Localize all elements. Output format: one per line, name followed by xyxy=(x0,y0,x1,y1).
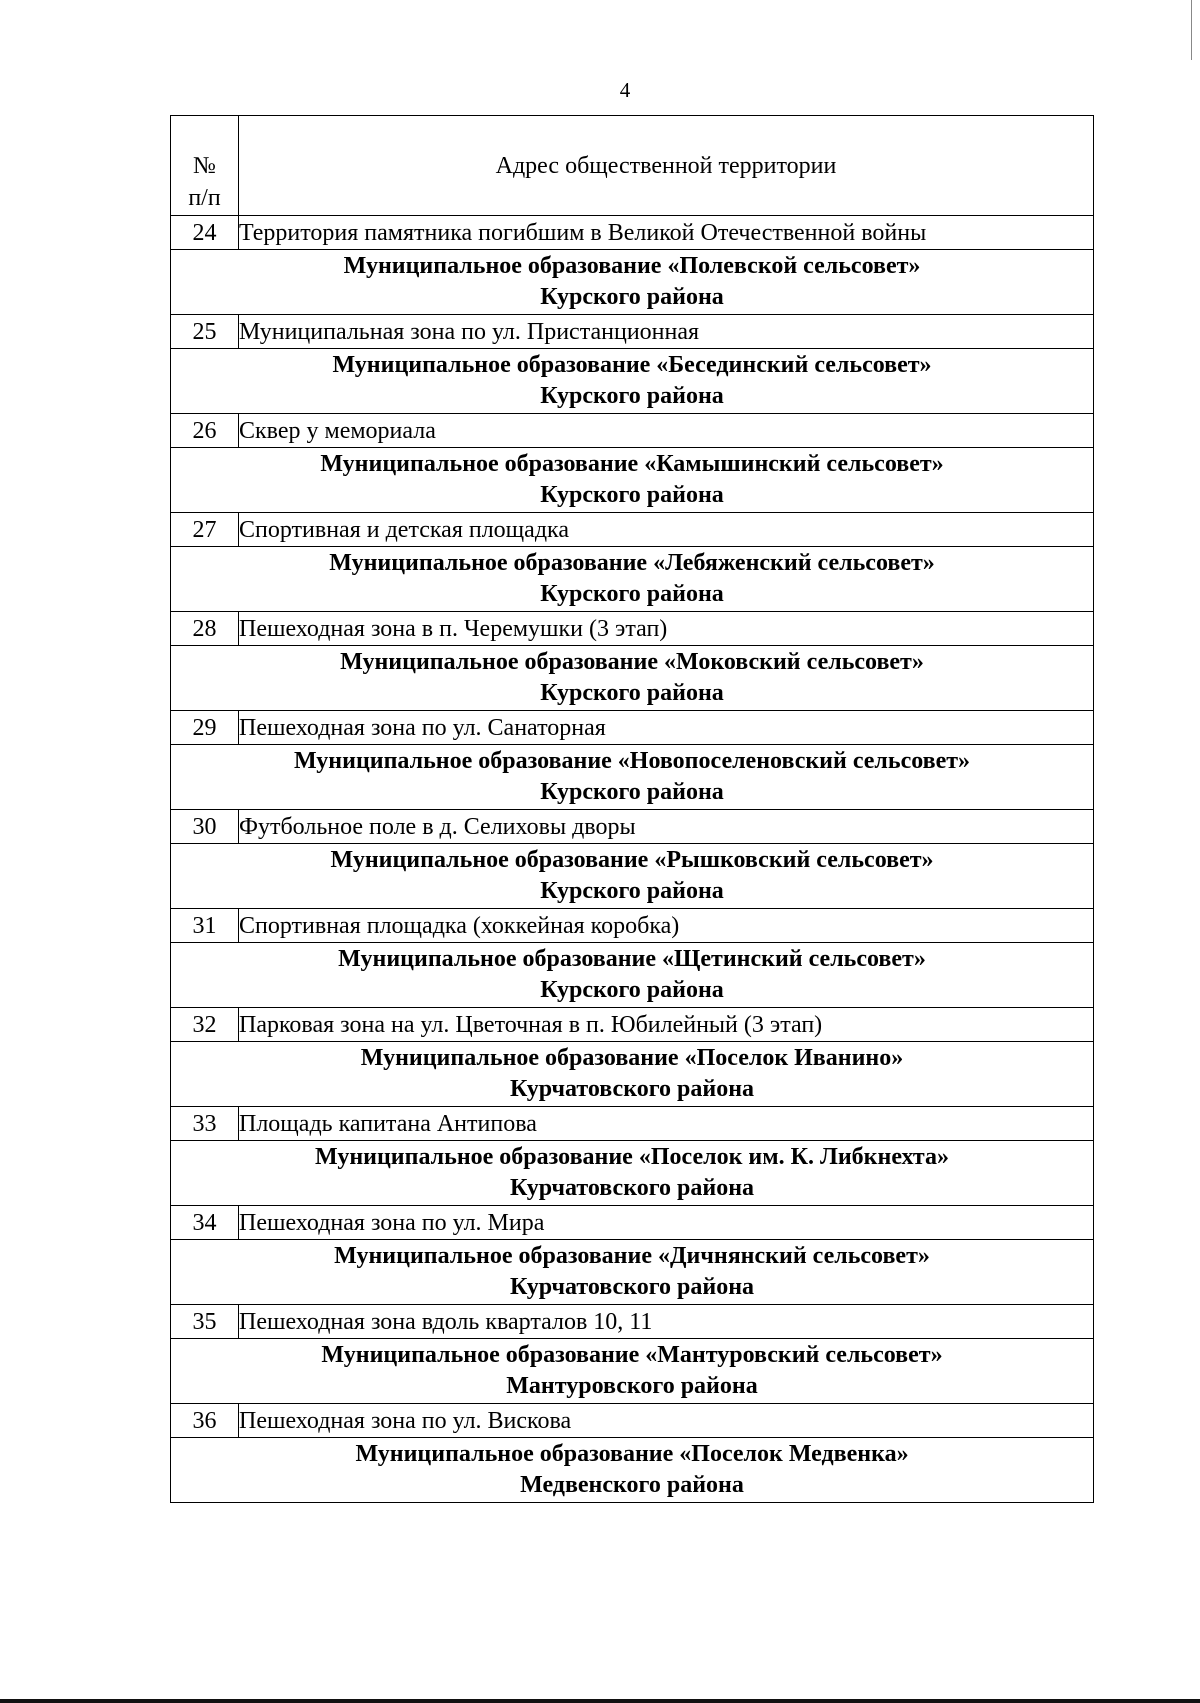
municipality-row xyxy=(171,1141,1094,1206)
municipality-name: Муниципальное образование «Мантуровский сельсовет» xyxy=(321,1342,943,1368)
municipality-name: Муниципальное образование «Поселок им. К. Либкнехта» xyxy=(314,1144,949,1170)
municipality-row xyxy=(171,745,1094,810)
scan-bottom-edge xyxy=(0,1699,1200,1703)
municipality-row xyxy=(171,943,1094,1008)
municipality-row xyxy=(171,646,1094,711)
district-name: Курского района xyxy=(540,977,724,1003)
municipality-name: Муниципальное образование «Бесединский сельсовет» xyxy=(332,352,932,378)
row-address: Пешеходная зона по ул. Санаторная xyxy=(239,711,1094,745)
municipality-row xyxy=(171,1042,1094,1107)
district-name: Курского района xyxy=(540,482,724,508)
district-name: Курского района xyxy=(540,680,724,706)
row-address: Футбольное поле в д. Селиховы дворы xyxy=(239,810,1094,844)
municipality-cell xyxy=(171,844,1094,909)
row-address: Пешеходная зона по ул. Мира xyxy=(239,1206,1094,1240)
row-number: 28 xyxy=(171,612,239,646)
table-row xyxy=(171,513,1094,547)
table-row xyxy=(171,711,1094,745)
table-row xyxy=(171,1305,1094,1339)
header-address-cell: Адрес общественной территории xyxy=(239,116,1094,216)
municipality-cell xyxy=(171,1339,1094,1404)
municipality-name: Муниципальное образование «Поселок Иванино» xyxy=(360,1045,904,1071)
municipality-cell xyxy=(171,1240,1094,1305)
municipality-row xyxy=(171,448,1094,513)
row-address: Территория памятника погибшим в Великой Отечественной войны xyxy=(239,216,1094,250)
table-row xyxy=(171,216,1094,250)
table-header-row xyxy=(171,116,1094,216)
municipality-cell xyxy=(171,448,1094,513)
row-number: 24 xyxy=(171,216,239,250)
row-number: 33 xyxy=(171,1107,239,1141)
municipality-name: Муниципальное образование «Полевской сельсовет» xyxy=(343,253,921,279)
municipality-row xyxy=(171,844,1094,909)
municipality-name: Муниципальное образование «Поселок Медвенка» xyxy=(355,1441,909,1467)
district-name: Курчатовского района xyxy=(509,1274,755,1300)
municipality-name: Муниципальное образование «Рышковский сельсовет» xyxy=(330,847,934,873)
district-name: Мантуровского района xyxy=(506,1373,758,1399)
row-number: 29 xyxy=(171,711,239,745)
municipality-cell xyxy=(171,943,1094,1008)
row-number: 27 xyxy=(171,513,239,547)
row-number: 30 xyxy=(171,810,239,844)
row-address: Пешеходная зона в п. Черемушки (3 этап) xyxy=(239,612,1094,646)
municipality-row xyxy=(171,1240,1094,1305)
row-address: Площадь капитана Антипова xyxy=(239,1107,1094,1141)
municipality-name: Муниципальное образование «Дичнянский сельсовет» xyxy=(334,1243,930,1269)
municipality-cell xyxy=(171,1042,1094,1107)
table-row xyxy=(171,909,1094,943)
district-name: Курского района xyxy=(540,383,724,409)
row-address: Парковая зона на ул. Цветочная в п. Юбилейный (3 этап) xyxy=(239,1008,1094,1042)
table-row xyxy=(171,1404,1094,1438)
municipality-name: Муниципальное образование «Лебяженский сельсовет» xyxy=(329,550,935,576)
table-row xyxy=(171,612,1094,646)
row-number: 35 xyxy=(171,1305,239,1339)
header-num-symbol: № xyxy=(193,153,216,179)
territory-table xyxy=(170,115,1094,1503)
row-address: Сквер у мемориала xyxy=(239,414,1094,448)
municipality-name: Муниципальное образование «Камышинский сельсовет» xyxy=(320,451,944,477)
municipality-cell xyxy=(171,547,1094,612)
municipality-name: Муниципальное образование «Щетинский сельсовет» xyxy=(338,946,926,972)
scan-edge-line xyxy=(1191,0,1192,60)
row-number: 31 xyxy=(171,909,239,943)
table-row xyxy=(171,810,1094,844)
row-number: 26 xyxy=(171,414,239,448)
district-name: Курского района xyxy=(540,581,724,607)
municipality-name: Муниципальное образование «Новопоселеновский сельсовет» xyxy=(293,748,971,774)
municipality-name: Муниципальное образование «Моковский сельсовет» xyxy=(340,649,924,675)
district-name: Курчатовского района xyxy=(509,1175,755,1201)
municipality-row xyxy=(171,349,1094,414)
header-num-label: п/п xyxy=(188,185,221,211)
page-number: 4 xyxy=(619,78,631,102)
district-name: Медвенского района xyxy=(520,1472,744,1498)
row-number: 34 xyxy=(171,1206,239,1240)
row-address: Спортивная площадка (хоккейная коробка) xyxy=(239,909,1094,943)
table-row xyxy=(171,1107,1094,1141)
district-name: Курчатовского района xyxy=(509,1076,755,1102)
row-address: Муниципальная зона по ул. Пристанционная xyxy=(239,315,1094,349)
district-name: Курского района xyxy=(540,878,724,904)
table-row xyxy=(171,1008,1094,1042)
table-row xyxy=(171,414,1094,448)
municipality-cell xyxy=(171,250,1094,315)
municipality-row xyxy=(171,547,1094,612)
row-address: Пешеходная зона вдоль кварталов 10, 11 xyxy=(239,1305,1094,1339)
table-row xyxy=(171,315,1094,349)
district-name: Курского района xyxy=(540,284,724,310)
municipality-cell xyxy=(171,646,1094,711)
row-number: 32 xyxy=(171,1008,239,1042)
row-address: Пешеходная зона по ул. Вискова xyxy=(239,1404,1094,1438)
row-address: Спортивная и детская площадка xyxy=(239,513,1094,547)
district-name: Курского района xyxy=(540,779,724,805)
municipality-cell xyxy=(171,1141,1094,1206)
row-number: 25 xyxy=(171,315,239,349)
municipality-row xyxy=(171,1438,1094,1503)
municipality-cell xyxy=(171,349,1094,414)
table-row xyxy=(171,1206,1094,1240)
municipality-cell xyxy=(171,1438,1094,1503)
header-num-cell xyxy=(171,116,239,216)
row-number: 36 xyxy=(171,1404,239,1438)
municipality-row xyxy=(171,250,1094,315)
municipality-row xyxy=(171,1339,1094,1404)
municipality-cell xyxy=(171,745,1094,810)
